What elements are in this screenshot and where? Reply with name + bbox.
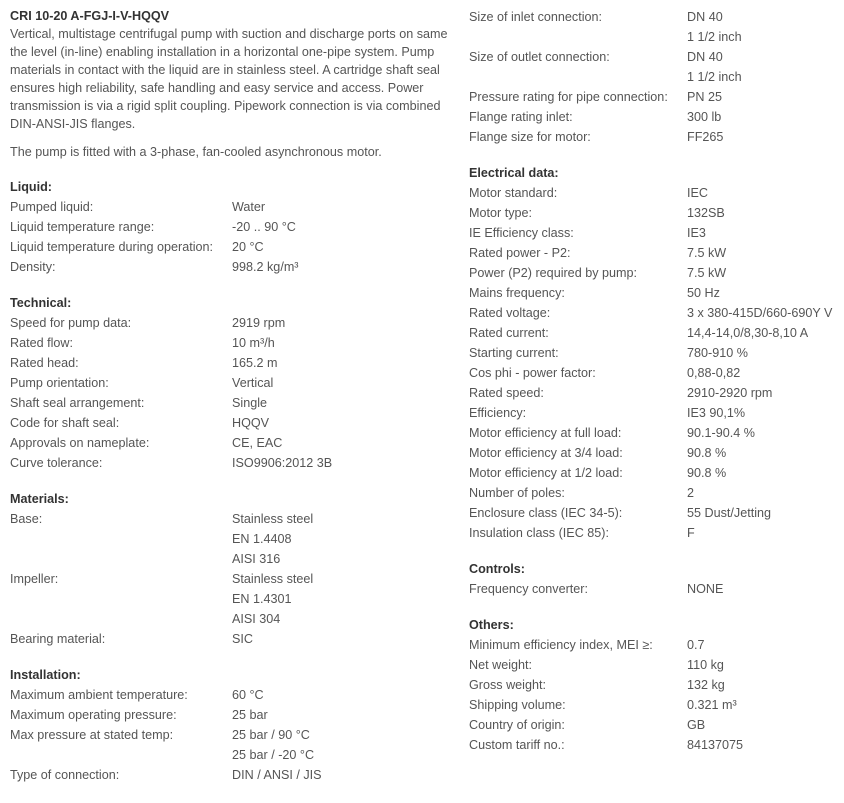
spec-value: 2919 rpm (232, 316, 286, 330)
spec-values (232, 629, 455, 649)
spec-label: Custom tariff no.: (469, 738, 565, 752)
spec-label: Country of origin: (469, 718, 565, 732)
spec-row-minimum-efficiency-index-mei (469, 635, 844, 655)
spec-values (687, 463, 844, 483)
spec-value: Vertical (232, 376, 274, 390)
spec-values (232, 333, 455, 353)
spec-value: 165.2 m (232, 356, 278, 370)
spec-value: Single (232, 396, 268, 410)
spec-values (232, 353, 455, 373)
spec-row-starting-current (469, 343, 844, 363)
spec-row-liquid-temperature-during-operation (10, 237, 455, 257)
spec-label: Rated voltage: (469, 306, 551, 320)
spec-value: Stainless steel (232, 512, 314, 526)
spec-values (232, 257, 455, 277)
spec-row-shipping-volume (469, 695, 844, 715)
spec-value: 300 lb (687, 110, 722, 124)
spec-values (687, 483, 844, 503)
spec-values (687, 695, 844, 715)
spec-label: Motor efficiency at 3/4 load: (469, 446, 623, 460)
spec-value: Water (232, 200, 266, 214)
spec-value: 780-910 % (687, 346, 748, 360)
spec-label: Pumped liquid: (10, 200, 94, 214)
spec-values (232, 453, 455, 473)
spec-label: Minimum efficiency index, MEI ≥: (469, 638, 653, 652)
spec-values (687, 323, 844, 343)
spec-value: 55 Dust/Jetting (687, 506, 772, 520)
spec-label: Number of poles: (469, 486, 565, 500)
spec-label: Base: (10, 512, 43, 526)
spec-row-ie-efficiency-class (469, 223, 844, 243)
spec-label: Impeller: (10, 572, 59, 586)
spec-value: 90.1-90.4 % (687, 426, 755, 440)
spec-value: AISI 316 (232, 552, 281, 566)
spec-value: CE, EAC (232, 436, 283, 450)
spec-values (687, 87, 844, 107)
spec-label: Insulation class (IEC 85): (469, 526, 609, 540)
spec-row-insulation-class-iec-85 (469, 523, 844, 543)
spec-label: Pressure rating for pipe connection: (469, 90, 668, 104)
spec-row-power-p2-required-by-pump (469, 263, 844, 283)
spec-label: Liquid temperature during operation: (10, 240, 214, 254)
spec-row-motor-standard (469, 183, 844, 203)
spec-value: 0.7 (687, 638, 705, 652)
spec-row-net-weight (469, 655, 844, 675)
spec-row-base (10, 509, 455, 569)
spec-label: Rated flow: (10, 336, 73, 350)
spec-label: Max pressure at stated temp: (10, 728, 174, 742)
spec-label: Speed for pump data: (10, 316, 132, 330)
section-heading: Technical: (10, 296, 72, 310)
spec-value: 60 °C (232, 688, 264, 702)
spec-values (232, 725, 455, 765)
spec-label: Bearing material: (10, 632, 106, 646)
spec-value: 132SB (687, 206, 725, 220)
spec-values (232, 705, 455, 725)
spec-row-motor-efficiency-at-3-4-load (469, 443, 844, 463)
spec-row-size-of-inlet-connection (469, 7, 844, 47)
right-column (469, 7, 844, 755)
spec-values (687, 223, 844, 243)
spec-label: Enclosure class (IEC 34-5): (469, 506, 623, 520)
spec-label: Rated speed: (469, 386, 544, 400)
section-others (469, 615, 844, 755)
spec-value: -20 .. 90 °C (232, 220, 296, 234)
spec-value: 2910-2920 rpm (687, 386, 773, 400)
spec-row-approvals-on-nameplate (10, 433, 455, 453)
spec-values (232, 313, 455, 333)
spec-value: 90.8 % (687, 466, 727, 480)
spec-label: Size of outlet connection: (469, 50, 610, 64)
spec-values (232, 569, 455, 629)
section-heading: Liquid: (10, 180, 52, 194)
spec-values (687, 503, 844, 523)
spec-value: F (687, 526, 695, 540)
right-sections (469, 7, 844, 755)
spec-row-shaft-seal-arrangement (10, 393, 455, 413)
spec-row-bearing-material (10, 629, 455, 649)
spec-value: FF265 (687, 130, 724, 144)
spec-values (687, 675, 844, 695)
spec-row-enclosure-class-iec-34-5 (469, 503, 844, 523)
spec-value: Stainless steel (232, 572, 314, 586)
left-column (10, 7, 455, 785)
spec-value: PN 25 (687, 90, 723, 104)
spec-values (687, 283, 844, 303)
section-electrical-data (469, 163, 844, 543)
spec-label: Liquid temperature range: (10, 220, 155, 234)
spec-label: Maximum operating pressure: (10, 708, 177, 722)
spec-values (687, 303, 844, 323)
spec-values (687, 47, 844, 87)
spec-label: Motor type: (469, 206, 532, 220)
spec-row-maximum-ambient-temperature (10, 685, 455, 705)
spec-value: IEC (687, 186, 708, 200)
spec-row-number-of-poles (469, 483, 844, 503)
spec-row-efficiency (469, 403, 844, 423)
spec-row-gross-weight (469, 675, 844, 695)
spec-value: 7.5 kW (687, 246, 727, 260)
spec-values (687, 423, 844, 443)
spec-value: 25 bar / 90 °C (232, 728, 310, 742)
spec-values (232, 509, 455, 569)
section-heading: Controls: (469, 562, 525, 576)
spec-value: 0.321 m³ (687, 698, 737, 712)
spec-row-impeller (10, 569, 455, 629)
spec-value: 90.8 % (687, 446, 727, 460)
spec-label: Shaft seal arrangement: (10, 396, 145, 410)
spec-row-rated-power-p2 (469, 243, 844, 263)
section-heading: Installation: (10, 668, 81, 682)
spec-values (687, 635, 844, 655)
spec-value: HQQV (232, 416, 270, 430)
spec-value: GB (687, 718, 706, 732)
spec-row-custom-tariff-no (469, 735, 844, 755)
product-title: CRI 10-20 A-FGJ-I-V-HQQV (10, 9, 170, 23)
spec-values (687, 579, 844, 599)
spec-values (232, 373, 455, 393)
spec-row-curve-tolerance (10, 453, 455, 473)
spec-row-flange-rating-inlet (469, 107, 844, 127)
spec-label: Rated power - P2: (469, 246, 571, 260)
spec-value: IE3 (687, 226, 706, 240)
spec-label: Motor standard: (469, 186, 558, 200)
spec-row-pump-orientation (10, 373, 455, 393)
spec-row-motor-efficiency-at-full-load (469, 423, 844, 443)
spec-value: 3 x 380-415D/660-690Y V (687, 306, 833, 320)
spec-value: 2 (687, 486, 695, 500)
spec-label: Flange rating inlet: (469, 110, 573, 124)
spec-value: DN 40 (687, 10, 723, 24)
spec-label: Cos phi - power factor: (469, 366, 596, 380)
spec-values (232, 433, 455, 453)
spec-values (232, 413, 455, 433)
section-liquid (10, 177, 455, 277)
spec-label: Frequency converter: (469, 582, 588, 596)
spec-label: Density: (10, 260, 56, 274)
spec-values (687, 243, 844, 263)
spec-label: Code for shaft seal: (10, 416, 120, 430)
spec-row-speed-for-pump-data (10, 313, 455, 333)
spec-label: Rated current: (469, 326, 549, 340)
spec-values (687, 7, 844, 47)
spec-label: Type of connection: (10, 768, 120, 782)
section-heading: Materials: (10, 492, 69, 506)
spec-row-max-pressure-at-stated-temp (10, 725, 455, 765)
spec-label: Pump orientation: (10, 376, 109, 390)
spec-row-motor-type (469, 203, 844, 223)
spec-value: 998.2 kg/m³ (232, 260, 299, 274)
spec-value: EN 1.4408 (232, 532, 292, 546)
spec-values (687, 443, 844, 463)
spec-value: 50 Hz (687, 286, 720, 300)
spec-label: Size of inlet connection: (469, 10, 603, 24)
spec-values (687, 203, 844, 223)
spec-value: 1 1/2 inch (687, 30, 742, 44)
spec-value: AISI 304 (232, 612, 281, 626)
spec-value: 20 °C (232, 240, 264, 254)
spec-label: Motor efficiency at full load: (469, 426, 622, 440)
spec-value: 84137075 (687, 738, 744, 752)
spec-value: SIC (232, 632, 253, 646)
spec-value: 10 m³/h (232, 336, 275, 350)
spec-label: Flange size for motor: (469, 130, 591, 144)
spec-row-rated-speed (469, 383, 844, 403)
spec-row-code-for-shaft-seal (10, 413, 455, 433)
spec-value: ISO9906:2012 3B (232, 456, 333, 470)
spec-value: 132 kg (687, 678, 725, 692)
spec-value: DN 40 (687, 50, 723, 64)
spec-value: 110 kg (687, 658, 724, 672)
spec-row-maximum-operating-pressure (10, 705, 455, 725)
spec-row-pressure-rating-for-pipe-connection (469, 87, 844, 107)
spec-label: Approvals on nameplate: (10, 436, 150, 450)
motor-note: The pump is fitted with a 3-phase, fan-cooled asynchronous motor. (10, 145, 382, 159)
spec-value: 0,88-0,82 (687, 366, 741, 380)
spec-row-type-of-connection (10, 765, 455, 785)
spec-label: Power (P2) required by pump: (469, 266, 637, 280)
spec-values (232, 237, 455, 257)
spec-label: Mains frequency: (469, 286, 565, 300)
spec-values (687, 715, 844, 735)
spec-label: Net weight: (469, 658, 532, 672)
section-materials (10, 489, 455, 649)
spec-values (687, 107, 844, 127)
section-heading: Others: (469, 618, 514, 632)
spec-row-rated-voltage (469, 303, 844, 323)
section-installation (10, 665, 455, 785)
spec-row-mains-frequency (469, 283, 844, 303)
spec-row-rated-current (469, 323, 844, 343)
spec-row-frequency-converter (469, 579, 844, 599)
spec-row-density (10, 257, 455, 277)
spec-label: Efficiency: (469, 406, 527, 420)
spec-label: Maximum ambient temperature: (10, 688, 188, 702)
spec-values (687, 183, 844, 203)
spec-values (687, 383, 844, 403)
spec-label: Shipping volume: (469, 698, 566, 712)
spec-values (687, 127, 844, 147)
section-technical (10, 293, 455, 473)
spec-label: Rated head: (10, 356, 79, 370)
spec-values (687, 735, 844, 755)
spec-value: DIN / ANSI / JIS (232, 768, 322, 782)
spec-values (687, 655, 844, 675)
spec-row-country-of-origin (469, 715, 844, 735)
spec-values (687, 343, 844, 363)
product-description: Vertical, multistage centrifugal pump with suction and discharge ports on same the level (in-line) enabling installation in a horizontal one-pipe system. Pump materials in contact with the liquid are in stainless steel. A cartridge shaft seal ensures high reliability, safe handling and easy service and access. Power transmission is via a rigid split coupling. Pipework connection is via combined DIN-ANSI-JIS flanges. (10, 27, 448, 131)
spec-row-liquid-temperature-range (10, 217, 455, 237)
spec-row-rated-head (10, 353, 455, 373)
spec-row-size-of-outlet-connection (469, 47, 844, 87)
spec-value: 25 bar / -20 °C (232, 748, 315, 762)
spec-row-flange-size-for-motor (469, 127, 844, 147)
spec-value: IE3 90,1% (687, 406, 746, 420)
spec-value: 14,4-14,0/8,30-8,10 A (687, 326, 809, 340)
spec-values (687, 403, 844, 423)
spec-row-cos-phi-power-factor (469, 363, 844, 383)
section-connections (469, 7, 844, 147)
spec-value: 1 1/2 inch (687, 70, 742, 84)
spec-value: 25 bar (232, 708, 268, 722)
left-sections (10, 177, 455, 785)
spec-values (232, 197, 455, 217)
spec-row-motor-efficiency-at-1-2-load (469, 463, 844, 483)
spec-row-rated-flow (10, 333, 455, 353)
spec-label: Motor efficiency at 1/2 load: (469, 466, 623, 480)
spec-values (232, 685, 455, 705)
spec-label: IE Efficiency class: (469, 226, 574, 240)
spec-values (232, 765, 455, 785)
spec-values (687, 263, 844, 283)
spec-value: EN 1.4301 (232, 592, 292, 606)
spec-values (232, 393, 455, 413)
spec-value: NONE (687, 582, 724, 596)
spec-values (232, 217, 455, 237)
spec-label: Curve tolerance: (10, 456, 103, 470)
spec-row-pumped-liquid (10, 197, 455, 217)
section-heading: Electrical data: (469, 166, 559, 180)
spec-label: Gross weight: (469, 678, 546, 692)
spec-values (687, 363, 844, 383)
spec-values (687, 523, 844, 543)
spec-label: Starting current: (469, 346, 559, 360)
section-controls (469, 559, 844, 599)
spec-value: 7.5 kW (687, 266, 727, 280)
